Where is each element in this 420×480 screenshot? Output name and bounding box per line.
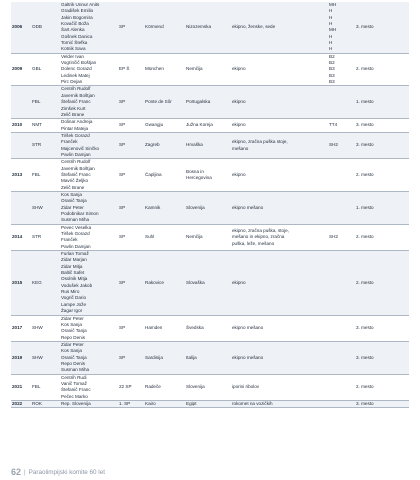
year-cell: 2019 [11, 341, 31, 374]
classification-cell [328, 224, 355, 250]
athletes-line: Oranič Tanja [61, 198, 87, 204]
athletes-cell [60, 400, 118, 407]
year-cell: 2021 [11, 374, 31, 400]
athletes-cell [60, 2, 118, 53]
athletes-line: Podobnikar Simon [61, 211, 99, 216]
table-row [11, 119, 409, 133]
athletes-line: Mavrič Željko [61, 178, 89, 184]
country-cell: Slovenija [185, 191, 231, 224]
athletes-line: Jakin Bogomira [61, 14, 93, 20]
athletes-line: Tiršek Gorazd [61, 132, 90, 138]
footer-separator: | [24, 468, 26, 476]
classification-line: H [329, 40, 333, 46]
table-row [11, 315, 409, 341]
country-cell: Portugalska [185, 86, 231, 119]
athletes-line: Kotnik Sava [61, 46, 86, 52]
discipline-line: puška, leže, mešano [232, 240, 275, 246]
discipline-cell [231, 159, 328, 192]
athletes-line: Franček [61, 237, 78, 243]
results-table [11, 2, 409, 408]
year-cell: 2006 [11, 2, 31, 53]
athletes-line: Pirc Dejan [61, 79, 83, 85]
year-cell: 2022 [11, 400, 31, 407]
athletes-line: Žagar Igor [61, 308, 83, 314]
category-cell: 1. SP [118, 400, 144, 407]
place-cell: 2. mesto [355, 53, 409, 86]
category-cell: SP [118, 315, 144, 341]
place-cell: 3. mesto [355, 119, 409, 133]
athletes-line: Kovačič Boža [61, 21, 89, 27]
classification-line: B3 [329, 72, 335, 78]
classification-cell [328, 119, 355, 133]
classification-cell [328, 53, 355, 86]
discipline-line: ekipno [232, 171, 246, 177]
discipline-cell [231, 86, 328, 119]
place-cell: 3. mesto [355, 132, 409, 158]
athletes-line: Vogrič Dario [61, 295, 87, 301]
year-cell: 2009 [11, 53, 31, 86]
athletes-line: Dolenc Gorazd [61, 66, 92, 72]
athletes-line: Susman Miha [61, 217, 90, 223]
athletes-cell [60, 191, 118, 224]
discipline-line: rokomet na vozičkih [232, 400, 273, 406]
athletes-line: Gošnek Danica [61, 33, 93, 39]
discipline-line: ekipno mešano [232, 354, 264, 360]
athletes-line: Zidar Peter [61, 341, 84, 347]
footer-text: Paraolimpijski komite 60 let [28, 468, 105, 476]
country-cell: Nizozemska [185, 2, 231, 53]
athletes-line: Tiršek Gorazd [61, 231, 90, 237]
table-row [11, 341, 409, 374]
athletes-line: Majcenovič Sinčko [61, 145, 100, 151]
discipline-line: ekipno, zračna puška, stoje, [232, 227, 289, 233]
athletes-line: Pevec Veselka [61, 224, 92, 230]
classification-line: B2 [329, 60, 335, 66]
sport-code-cell: ODB [31, 2, 60, 53]
table-row [11, 374, 409, 400]
sport-code-cell: STR [31, 132, 60, 158]
athletes-line: Oranič Tanja [61, 354, 87, 360]
athletes-cell [60, 315, 118, 341]
year-cell: 2013 [11, 159, 31, 192]
athletes-line: Vodušek Jakob [61, 282, 93, 288]
discipline-cell [231, 191, 328, 224]
discipline-cell [231, 341, 328, 374]
athletes-cell [60, 251, 118, 315]
athletes-line: Repo Denis [61, 334, 86, 340]
table-row [11, 86, 409, 119]
classification-cell [328, 341, 355, 374]
city-cell: Kairo [144, 400, 185, 407]
athletes-line: Galtrik Unnur Anits [61, 2, 100, 7]
place-cell: 1. mesto [355, 191, 409, 224]
classification-line: H [329, 21, 333, 27]
place-cell: 2. mesto [355, 374, 409, 400]
athletes-line: Ledinek Matej [61, 72, 90, 78]
athletes-line: Kos Sanja [61, 321, 82, 327]
discipline-line: ekipno [232, 66, 246, 72]
discipline-line: ekipno mešano [232, 325, 264, 331]
city-cell: Gwangju [144, 119, 185, 133]
place-cell: 3. mesto [355, 341, 409, 374]
athletes-line: Pečec Marko [61, 393, 88, 399]
athletes-line: Baltič Safet [61, 270, 85, 276]
city-cell: Ponte de Sôr [144, 86, 185, 119]
discipline-line: iporini ribolov [232, 384, 260, 390]
discipline-line: ekipno, zračna puška stoje, [232, 139, 288, 145]
athletes-line: Štefanič Franc [61, 99, 91, 105]
athletes-line: Vanič Tomaž [61, 380, 87, 386]
city-cell: Radeče [144, 374, 185, 400]
athletes-line: Centrih Rudi [61, 374, 87, 380]
classification-line: H [329, 14, 333, 20]
category-cell: SP [118, 341, 144, 374]
discipline-cell [231, 119, 328, 133]
sport-code-cell: GBL [31, 53, 60, 86]
year-cell [11, 191, 31, 224]
classification-line: B2 [329, 53, 335, 59]
table-row [11, 53, 409, 86]
place-cell: 1. mesto [355, 86, 409, 119]
athletes-line: Pavlin Damjan [61, 151, 91, 157]
athletes-cell [60, 341, 118, 374]
athletes-line: Tomić Štefka [61, 40, 88, 46]
city-cell: Zagreb [144, 132, 185, 158]
city-cell: Suhl [144, 224, 185, 250]
athletes-line: Štefanič Franc [61, 171, 91, 177]
classification-cell [328, 191, 355, 224]
classification-line: MH [329, 27, 337, 33]
place-cell: 2. mesto [355, 159, 409, 192]
country-cell: Hrvaška [185, 132, 231, 158]
sport-code-cell: SHW [31, 315, 60, 341]
athletes-line: Štefanič Franc [61, 387, 91, 393]
classification-cell [328, 159, 355, 192]
discipline-cell [231, 53, 328, 86]
city-cell: Rakovice [144, 251, 185, 315]
discipline-cell [231, 251, 328, 315]
classification-line: SH2 [329, 234, 338, 240]
discipline-cell [231, 224, 328, 250]
table-row [11, 251, 409, 315]
country-cell: Slovaška [185, 251, 231, 315]
classification-line: B3 [329, 66, 335, 72]
classification-line: MH [329, 2, 337, 7]
athletes-line: Rus Miro [61, 289, 80, 295]
athletes-line: Zidar Peter [61, 204, 84, 210]
discipline-line: ekipno [232, 122, 246, 128]
classification-line: SH2 [329, 142, 338, 148]
discipline-line: ekipno [232, 99, 246, 105]
table-row [11, 132, 409, 158]
category-cell: 22 SP [118, 374, 144, 400]
athletes-line: Centrih Rudolf [61, 86, 91, 92]
classification-cell [328, 132, 355, 158]
athletes-line: Lampe Jože [61, 301, 87, 307]
athletes-line: Zelič Brane [61, 184, 85, 190]
table-row [11, 224, 409, 250]
discipline-line: mešano [232, 145, 249, 151]
table-row [11, 400, 409, 407]
athletes-line: Zidar Peter [61, 315, 84, 321]
sport-code-cell: SHW [31, 191, 60, 224]
place-cell: 3. mesto [355, 315, 409, 341]
country-cell: Slovenija [185, 374, 231, 400]
sport-code-cell: STR [31, 224, 60, 250]
year-cell: 2015 [11, 251, 31, 315]
athletes-line: Zidar Mitja [61, 263, 83, 269]
place-cell: 2. mesto [355, 251, 409, 315]
classification-cell [328, 400, 355, 407]
athletes-line: Javernik Boštjan [61, 165, 95, 171]
discipline-cell [231, 374, 328, 400]
athletes-line: Zelič Brane [61, 111, 85, 117]
category-cell: SP [118, 251, 144, 315]
country-cell: Egipt [185, 400, 231, 407]
discipline-cell [231, 400, 328, 407]
country-cell: Nemčija [185, 53, 231, 86]
year-cell [11, 86, 31, 119]
classification-cell [328, 2, 355, 53]
athletes-line: Osolnik Mitja [61, 276, 88, 282]
classification-cell [328, 251, 355, 315]
athletes-line: Furlan Tomaž [61, 251, 89, 257]
table-row [11, 191, 409, 224]
table-row [11, 159, 409, 192]
year-cell: 2017 [11, 315, 31, 341]
place-cell: 3. mesto [355, 2, 409, 53]
classification-cell [328, 374, 355, 400]
country-cell [185, 159, 231, 192]
athletes-line: Franček [61, 139, 78, 145]
discipline-line: ekipno mešano [232, 204, 264, 210]
place-cell: 2. mesto [355, 224, 409, 250]
sport-code-cell: FBL [31, 374, 60, 400]
discipline-line: mešano in ekipno, zračna [232, 234, 285, 240]
country-cell: Južna Koreja [185, 119, 231, 133]
classification-cell [328, 315, 355, 341]
classification-line: B3 [329, 79, 335, 85]
country-cell: Italija [185, 341, 231, 374]
discipline-line: ekipno [232, 279, 246, 285]
city-cell: Čapljina [144, 159, 185, 192]
category-cell: SP [118, 2, 144, 53]
category-cell: EP Š [118, 53, 144, 86]
category-cell: SP [118, 191, 144, 224]
athletes-line: Pintar Mateja [61, 125, 89, 131]
sport-code-cell: NMT [31, 119, 60, 133]
category-cell: SP [118, 86, 144, 119]
athletes-line: Kos Sanja [61, 348, 82, 354]
year-cell: 2014 [11, 224, 31, 250]
sport-code-cell: FBL [31, 86, 60, 119]
sport-code-cell: KEG [31, 251, 60, 315]
athletes-cell [60, 374, 118, 400]
category-cell: SP [118, 159, 144, 192]
athletes-cell [60, 86, 118, 119]
country-text: Bosna in Hercegovina [186, 168, 212, 181]
city-cell: Hamden [144, 315, 185, 341]
athletes-line: Rep. Slovenija [61, 400, 91, 406]
city-cell: München [144, 53, 185, 86]
athletes-line: Zidar Marjan [61, 257, 87, 263]
country-cell: Nemčija [185, 224, 231, 250]
athletes-cell [60, 119, 118, 133]
year-cell [11, 132, 31, 158]
page-number: 62 [11, 467, 22, 477]
page-footer [11, 467, 105, 477]
athletes-line: Gradišek Emilio [61, 8, 94, 14]
athletes-line: Kos Sanja [61, 191, 82, 197]
category-cell: SP [118, 119, 144, 133]
table-row [11, 2, 409, 53]
category-cell: SP [118, 224, 144, 250]
athletes-line: Velder Ivan [61, 53, 84, 59]
athletes-line: Oranič Tanja [61, 328, 87, 334]
discipline-line: ekipno, ženske, sede [232, 24, 276, 30]
discipline-cell [231, 132, 328, 158]
athletes-line: Susman Miha [61, 367, 90, 373]
results-table-body [11, 2, 409, 408]
city-cell: Sardinija [144, 341, 185, 374]
classification-cell [328, 86, 355, 119]
city-cell: Körmend [144, 2, 185, 53]
athletes-cell [60, 224, 118, 250]
classification-line: H [329, 8, 333, 14]
year-cell: 2010 [11, 119, 31, 133]
athletes-line: Javernik Boštjan [61, 92, 95, 98]
classification-line: H [329, 33, 333, 39]
sport-code-cell: SHW [31, 341, 60, 374]
sport-code-cell: FBL [31, 159, 60, 192]
athletes-line: Vogrinčič Boštjan [61, 60, 97, 66]
place-cell: 3. mesto [355, 400, 409, 407]
country-cell: Švedska [185, 315, 231, 341]
classification-line: TT4 [329, 122, 338, 128]
category-cell: SP [118, 132, 144, 158]
city-cell: Kamnik [144, 191, 185, 224]
athletes-line: Repo Denis [61, 360, 86, 366]
athletes-line: Pavlin Damjan [61, 243, 91, 249]
athletes-line: Šart Alenka [61, 27, 85, 33]
athletes-line: Dolinar Andreja [61, 119, 93, 125]
athletes-cell [60, 159, 118, 192]
athletes-line: Zimšek Kurt [61, 105, 86, 111]
sport-code-cell: ROK [31, 400, 60, 407]
discipline-cell [231, 2, 328, 53]
discipline-cell [231, 315, 328, 341]
classification-line: H [329, 46, 333, 52]
athletes-cell [60, 132, 118, 158]
athletes-line: Centrih Rudolf [61, 159, 91, 165]
athletes-cell [60, 53, 118, 86]
